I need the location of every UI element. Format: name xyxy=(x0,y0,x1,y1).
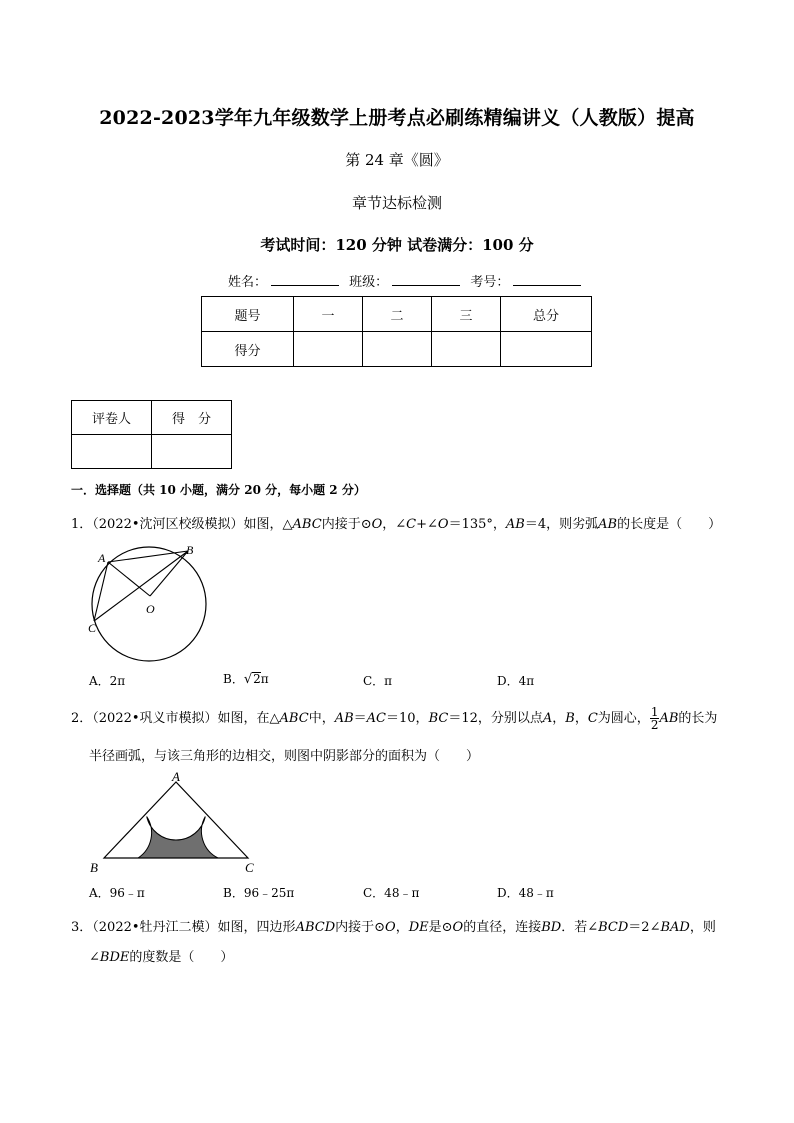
score-cell xyxy=(501,332,592,367)
label-a: A xyxy=(98,551,106,565)
question-1-option-a[interactable]: A．2π xyxy=(89,674,126,688)
question-2-option-d[interactable]: D．48﹣π xyxy=(497,886,554,900)
label-c: C xyxy=(88,621,97,635)
number-label: 考号： xyxy=(470,275,510,290)
question-1-option-b[interactable]: B．√2π xyxy=(223,672,269,687)
question-1-text: 1．（2022•沈河区校级模拟）如图，△ABC内接于⊙O，∠C+∠O＝135°，AB＝4，则劣弧AB的长度是（ ） xyxy=(71,517,722,532)
label-b: B xyxy=(186,543,194,557)
question-2-option-b[interactable]: B．96﹣25π xyxy=(223,886,295,900)
section-heading: 一．选择题（共 10 小题，满分 20 分，每小题 2 分） xyxy=(71,483,366,497)
question-2-figure xyxy=(88,768,268,878)
grader-cell xyxy=(152,435,232,469)
question-1-figure xyxy=(82,540,214,662)
exam-info: 考试时间：120 分钟 试卷满分：100 分 xyxy=(260,236,534,254)
segment-ao xyxy=(108,562,150,596)
grader-table xyxy=(71,400,232,469)
name-label: 姓名： xyxy=(228,275,268,290)
label-a: A xyxy=(172,769,180,784)
grader-cell xyxy=(72,435,152,469)
score-header-cell: 二 xyxy=(363,297,432,332)
shaded-region xyxy=(138,817,218,859)
question-1-option-d[interactable]: D．4π xyxy=(497,674,535,688)
question-3-text-line2: ∠BDE的度数是（ ） xyxy=(89,950,234,965)
label-c: C xyxy=(245,860,254,875)
score-header-cell: 总分 xyxy=(501,297,592,332)
question-2-option-c[interactable]: C．48﹣π xyxy=(363,886,420,900)
score-cell xyxy=(294,332,363,367)
score-header-cell: 题号 xyxy=(202,297,294,332)
document-title: 2022-2023学年九年级数学上册考点必刷练精编讲义（人教版）提高 xyxy=(99,107,695,129)
score-header-cell: 一 xyxy=(294,297,363,332)
class-blank xyxy=(392,273,460,286)
label-o: O xyxy=(146,602,155,616)
name-blank xyxy=(271,273,339,286)
class-label: 班级： xyxy=(349,275,389,290)
chapter-heading: 第 24 章《圆》 xyxy=(345,151,449,169)
score-header-cell: 三 xyxy=(432,297,501,332)
grader-label: 评卷人 xyxy=(72,401,152,435)
question-2-text: 2．（2022•巩义市模拟）如图，在△ABC中，AB＝AC＝10，BC＝12，分别以点A，B，C为圆心， $\frac{1}{2}$ AB的长为 xyxy=(71,705,718,732)
question-2-option-a[interactable]: A．96﹣π xyxy=(89,886,145,900)
number-blank xyxy=(513,273,581,286)
question-3-text: 3．（2022•牡丹江二模）如图，四边形ABCD内接于⊙O，DE是⊙O的直径，连接BD．若∠BCD＝2∠BAD，则 xyxy=(71,920,716,935)
student-info-line xyxy=(228,271,587,290)
score-cell xyxy=(432,332,501,367)
question-2-text-line2: 半径画弧，与该三角形的边相交，则图中阴影部分的面积为（ ） xyxy=(89,749,480,764)
question-1-option-c[interactable]: C．π xyxy=(363,674,393,688)
segment-bo xyxy=(150,551,188,596)
score-table xyxy=(201,296,592,367)
document-subtitle: 章节达标检测 xyxy=(351,194,442,212)
fraction-one-half: $\frac{1}{2}$ xyxy=(650,705,659,732)
score-cell xyxy=(363,332,432,367)
label-b: B xyxy=(90,860,98,875)
grader-score-label: 得 分 xyxy=(152,401,232,435)
score-row-label: 得分 xyxy=(202,332,294,367)
